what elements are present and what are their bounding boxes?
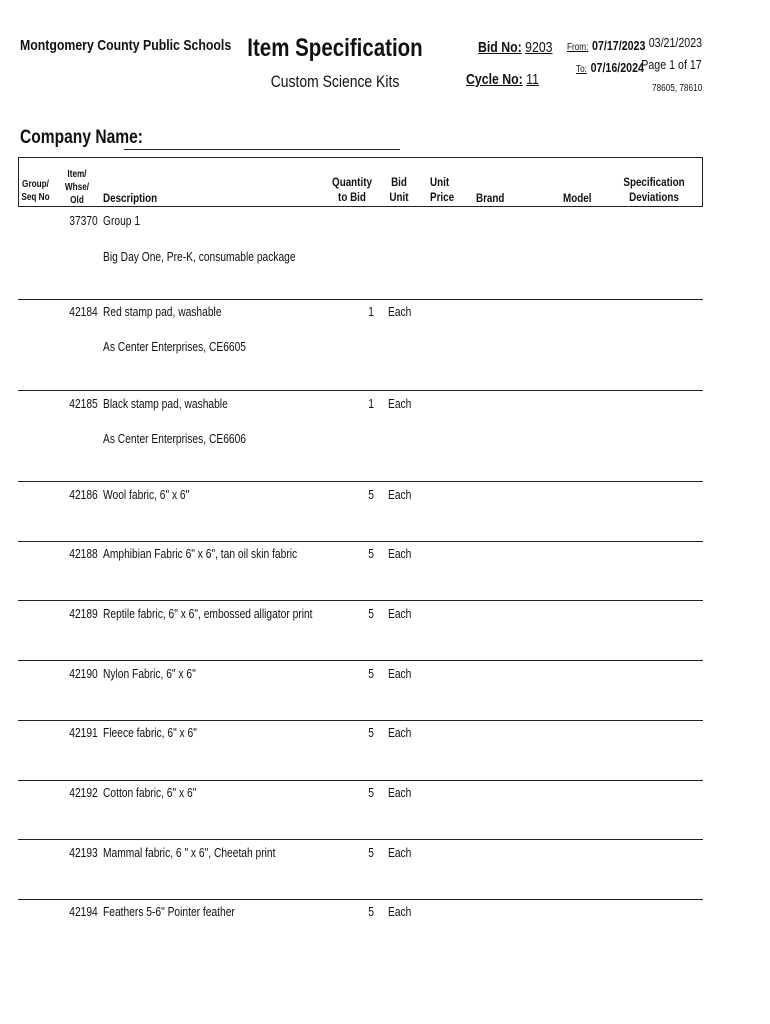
company-name-line[interactable] xyxy=(124,149,400,150)
to-value: 07/16/2024 xyxy=(590,60,644,75)
row-divider xyxy=(18,780,703,781)
item-description: Cotton fabric, 6" x 6" xyxy=(103,786,197,800)
item-note: As Center Enterprises, CE6606 xyxy=(103,432,247,446)
reference-numbers: 78605, 78610 xyxy=(651,83,702,94)
to-date xyxy=(576,59,644,77)
item-unit: Each xyxy=(388,786,412,800)
row-divider xyxy=(18,660,703,661)
item-quantity: 5 xyxy=(368,846,374,860)
print-date: 03/21/2023 xyxy=(648,35,702,50)
row-divider xyxy=(18,839,703,840)
item-unit: Each xyxy=(388,488,412,502)
row-divider xyxy=(18,541,703,542)
col-description: Description xyxy=(103,191,158,205)
item-number: 42194 xyxy=(69,905,98,919)
cycle-value: 11 xyxy=(526,71,539,88)
item-description: Black stamp pad, washable xyxy=(103,397,228,411)
group-note: Big Day One, Pre-K, consumable package xyxy=(103,250,296,264)
bid-label: Bid No: xyxy=(478,39,522,56)
table-row xyxy=(0,667,770,727)
item-quantity: 5 xyxy=(368,547,374,561)
item-number: 42188 xyxy=(69,547,98,561)
item-description: Feathers 5-6" Pointer feather xyxy=(103,905,235,919)
item-unit: Each xyxy=(388,547,412,561)
to-label: To: xyxy=(576,64,587,75)
bid-value: 9203 xyxy=(525,39,553,56)
org-name: Montgomery County Public Schools xyxy=(20,37,232,54)
item-quantity: 5 xyxy=(368,726,374,740)
table-row xyxy=(0,726,770,786)
table-row xyxy=(0,846,770,906)
item-quantity: 5 xyxy=(368,488,374,502)
row-divider xyxy=(18,899,703,900)
from-label: From: xyxy=(567,42,589,53)
table-row xyxy=(0,547,770,607)
item-quantity: 5 xyxy=(368,786,374,800)
item-quantity: 1 xyxy=(368,305,374,319)
col-model: Model xyxy=(563,191,592,205)
item-number: 42189 xyxy=(69,607,98,621)
item-number: 42185 xyxy=(69,397,98,411)
page-number: Page 1 of 17 xyxy=(641,57,702,72)
col-bid-unit: Bid Unit xyxy=(389,175,409,204)
page-title: Item Specification xyxy=(247,34,423,62)
row-divider xyxy=(18,299,703,300)
table-row xyxy=(0,305,770,365)
item-number: 42193 xyxy=(69,846,98,860)
col-unit-price: Unit Price xyxy=(430,175,455,204)
from-value: 07/17/2023 xyxy=(592,38,646,53)
table-row xyxy=(0,488,770,548)
item-description: Wool fabric, 6" x 6" xyxy=(103,488,190,502)
row-divider xyxy=(18,720,703,721)
page-subtitle: Custom Science Kits xyxy=(270,72,400,91)
item-quantity: 5 xyxy=(368,607,374,621)
table-row xyxy=(0,607,770,667)
item-description: Amphibian Fabric 6" x 6", tan oil skin fabric xyxy=(103,547,298,561)
item-number: 42190 xyxy=(69,667,98,681)
group-name: Group 1 xyxy=(103,214,141,228)
item-number: 42186 xyxy=(69,488,98,502)
col-group-seq: Group/ Seq No xyxy=(21,179,50,203)
cycle-label: Cycle No: xyxy=(466,71,523,88)
item-unit: Each xyxy=(388,726,412,740)
item-quantity: 5 xyxy=(368,905,374,919)
row-divider xyxy=(18,481,703,482)
item-note: As Center Enterprises, CE6605 xyxy=(103,340,247,354)
item-number: 42184 xyxy=(69,305,98,319)
col-brand: Brand xyxy=(476,191,505,205)
item-unit: Each xyxy=(388,607,412,621)
item-quantity: 1 xyxy=(368,397,374,411)
item-unit: Each xyxy=(388,305,412,319)
item-number: 42192 xyxy=(69,786,98,800)
item-unit: Each xyxy=(388,846,412,860)
table-row xyxy=(0,905,770,965)
item-unit: Each xyxy=(388,397,412,411)
item-description: Reptile fabric, 6" x 6", embossed alligator print xyxy=(103,607,313,621)
group-item-number: 37370 xyxy=(69,214,98,228)
item-number: 42191 xyxy=(69,726,98,740)
item-description: Red stamp pad, washable xyxy=(103,305,222,319)
col-quantity: Quantity to Bid xyxy=(332,175,372,204)
item-unit: Each xyxy=(388,905,412,919)
row-divider xyxy=(18,390,703,391)
item-description: Mammal fabric, 6 " x 6", Cheetah print xyxy=(103,846,276,860)
company-name-label: Company Name: xyxy=(20,127,143,148)
item-unit: Each xyxy=(388,667,412,681)
cycle-number xyxy=(466,71,539,88)
table-row xyxy=(0,397,770,457)
from-date xyxy=(567,37,645,55)
item-quantity: 5 xyxy=(368,667,374,681)
col-item-whse-old: Item/ Whse/ Old xyxy=(64,169,90,206)
table-row xyxy=(0,786,770,846)
row-divider xyxy=(18,600,703,601)
item-description: Fleece fabric, 6" x 6" xyxy=(103,726,197,740)
bid-number xyxy=(478,39,553,56)
item-description: Nylon Fabric, 6" x 6" xyxy=(103,667,196,681)
group-row xyxy=(0,214,770,274)
col-spec-deviations: Specification Deviations xyxy=(623,175,685,204)
